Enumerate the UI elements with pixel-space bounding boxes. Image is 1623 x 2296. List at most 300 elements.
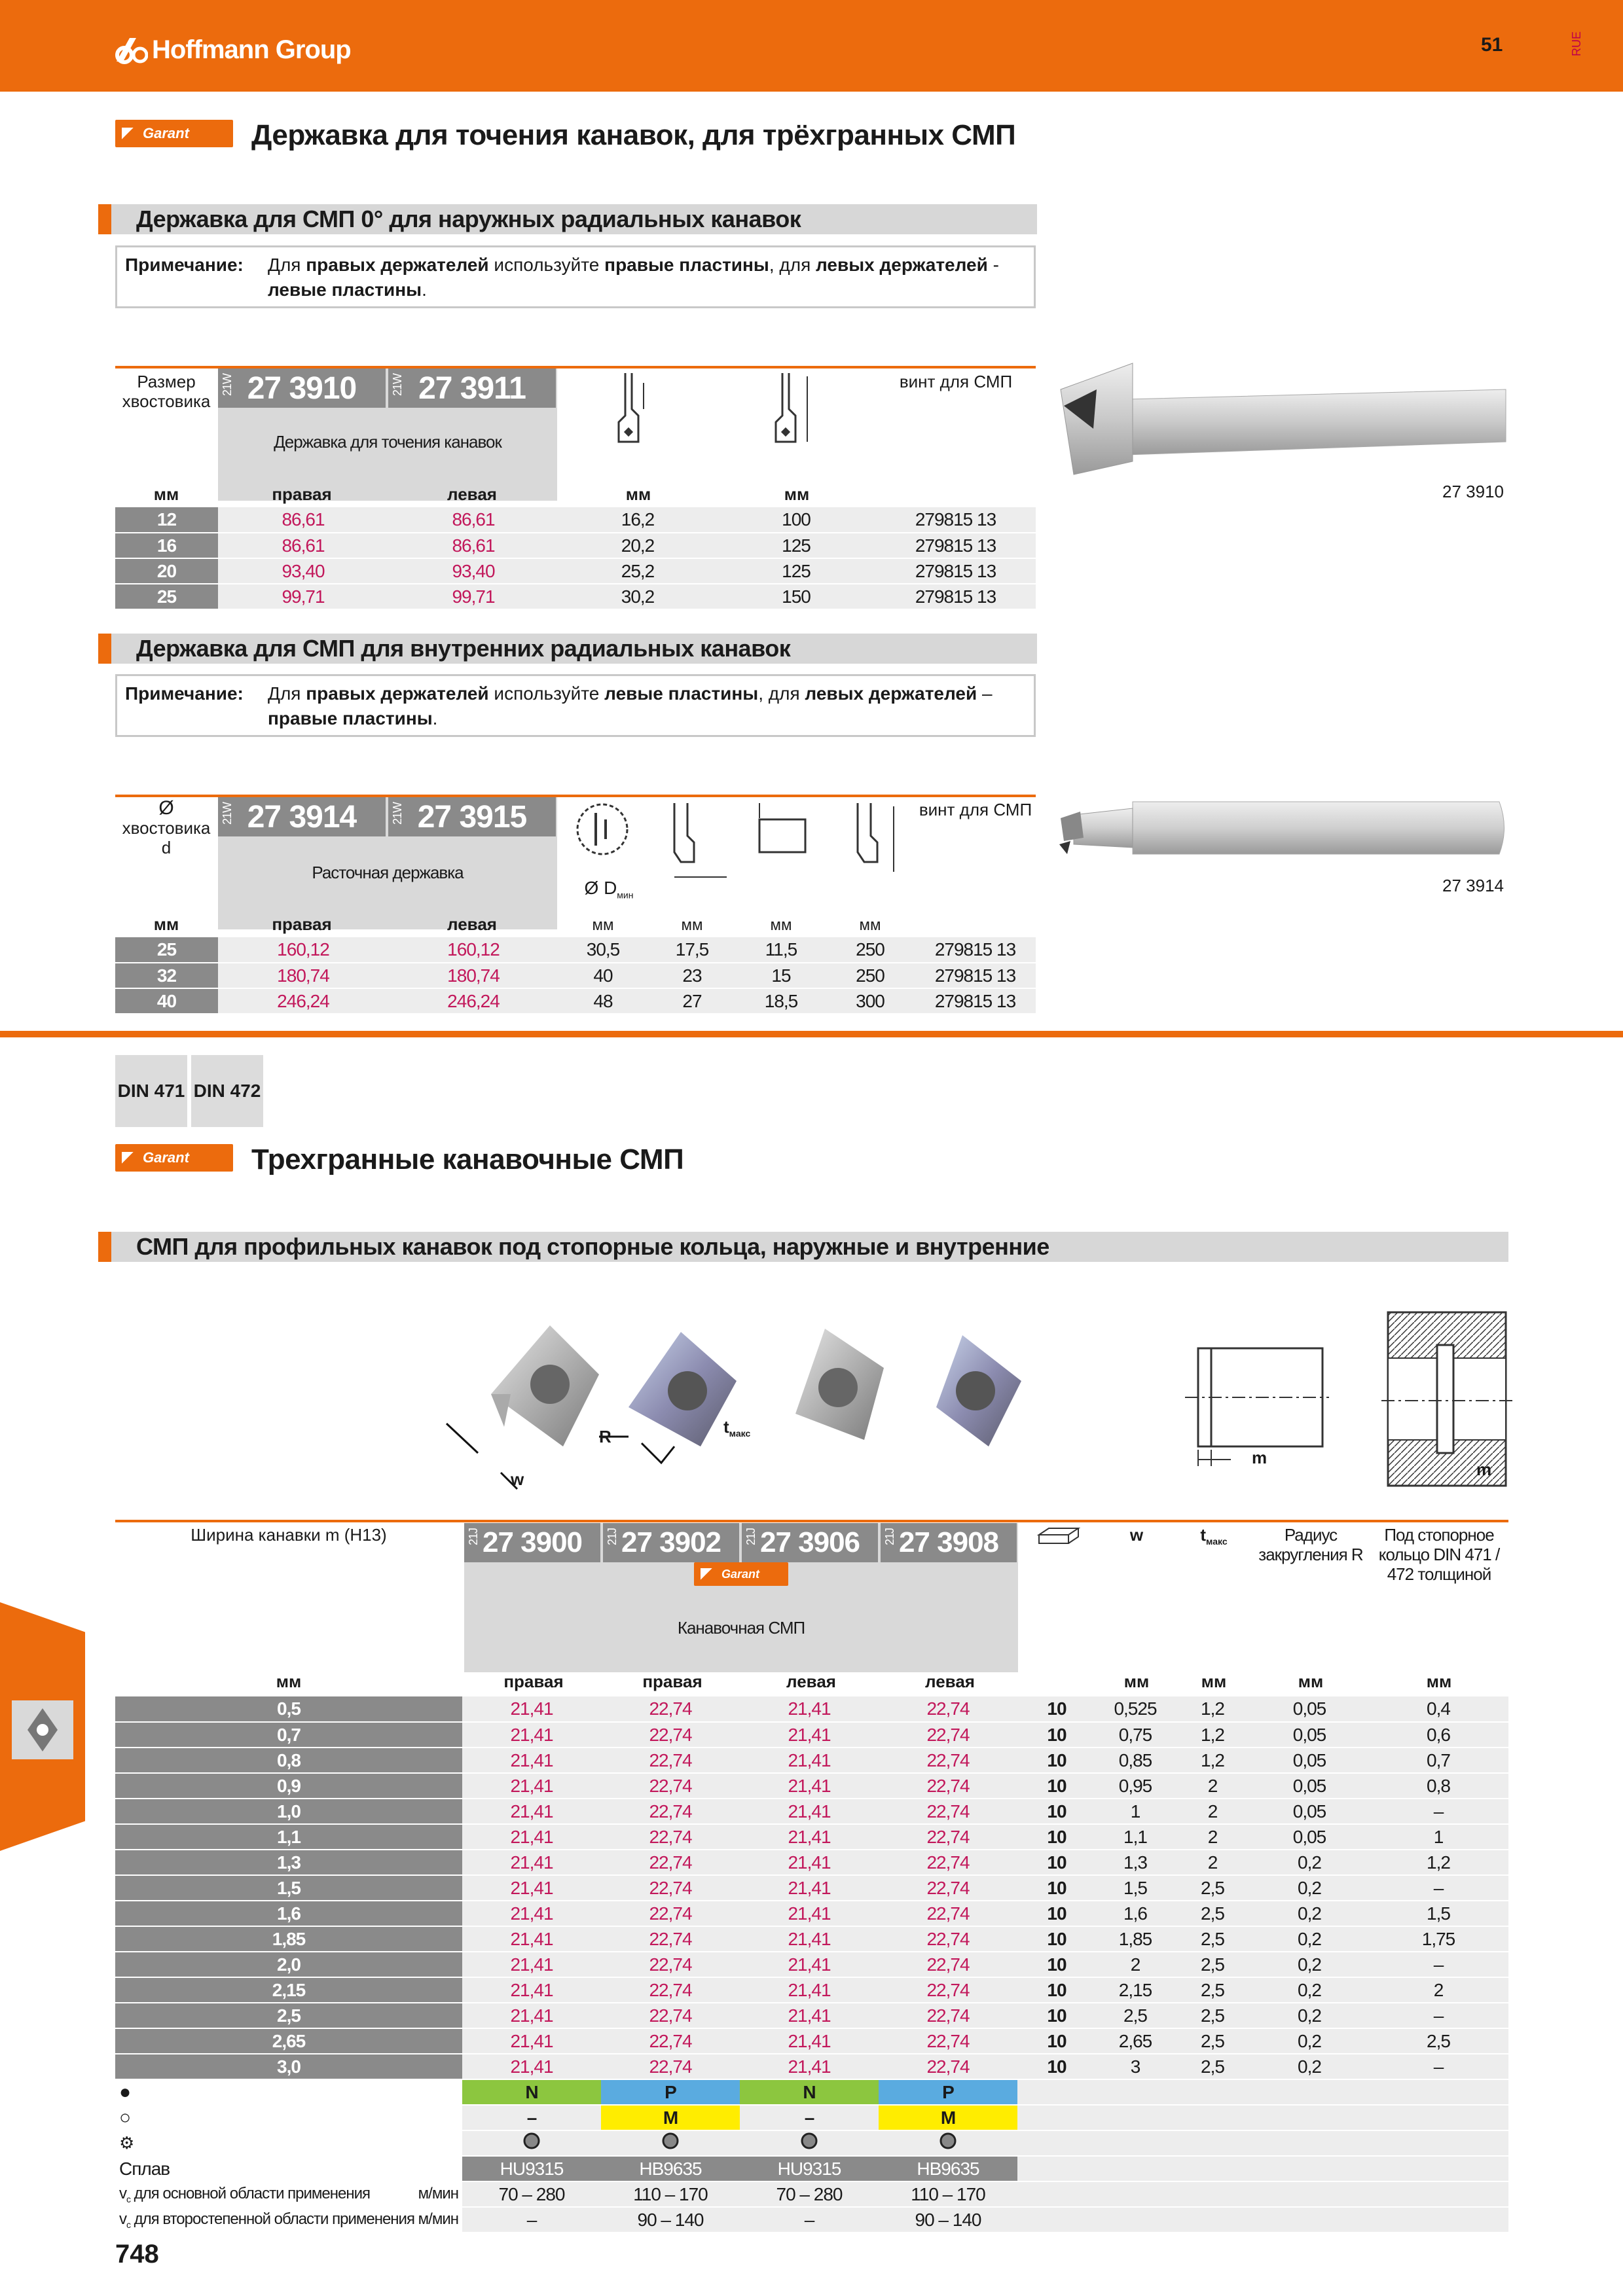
label-t-max: $t_{макс}$ — [723, 1417, 751, 1439]
ring-thickness: 1,5 — [1368, 1901, 1508, 1926]
shank-diameter: 25 — [115, 937, 218, 963]
price-4: 22,74 — [879, 1952, 1017, 1977]
vc-main-2: 110 – 170 — [601, 2181, 740, 2207]
price-4: 22,74 — [879, 2003, 1017, 2028]
ring-thickness: 0,6 — [1368, 1722, 1508, 1748]
price-2: 22,74 — [601, 1748, 740, 1773]
table-row — [115, 1722, 1508, 1748]
w-value: 1,85 — [1096, 1926, 1175, 1952]
price-3: 21,41 — [740, 1799, 879, 1824]
price-3: 21,41 — [740, 1977, 879, 2003]
shank-size: 20 — [115, 558, 218, 584]
table-row — [115, 1773, 1508, 1799]
article-273911[interactable]: 21W 27 3911 — [388, 368, 556, 408]
ring-thickness: 1 — [1368, 1824, 1508, 1850]
dimension-d: 300 — [826, 988, 915, 1014]
empty-cell — [1368, 2105, 1508, 2130]
label-w: w — [511, 1469, 524, 1489]
empty-cell — [1096, 2130, 1175, 2156]
price-1: 21,41 — [462, 1696, 601, 1722]
holder-image-273914 — [1048, 789, 1512, 874]
t-max: 1,2 — [1175, 1722, 1250, 1748]
garant-badge-label: Garant — [721, 1567, 760, 1581]
price-1: 21,41 — [462, 1977, 601, 2003]
table-top-line — [115, 1520, 1508, 1522]
price-left: 86,61 — [388, 507, 558, 533]
label-m-internal: m — [1476, 1460, 1492, 1479]
price-2: 22,74 — [601, 1824, 740, 1850]
price-4: 22,74 — [879, 1875, 1017, 1901]
price-3: 21,41 — [740, 2054, 879, 2079]
price-4: 22,74 — [879, 1824, 1017, 1850]
price-1: 21,41 — [462, 2028, 601, 2054]
unit-mm: мм — [1298, 1672, 1324, 1691]
insert-size: 10 — [1017, 1824, 1096, 1850]
note-label: Примечание: — [125, 255, 244, 275]
empty-cell — [1250, 2181, 1368, 2207]
col-header-ring: Под стопорное кольцо DIN 471 / 472 толщиной — [1378, 1525, 1500, 1584]
dimension-a-icon — [612, 370, 665, 448]
screw-article: 279815 13 — [875, 584, 1036, 609]
w-value: 2,15 — [1096, 1977, 1175, 2003]
price-2: 22,74 — [601, 1952, 740, 1977]
secondary-use-4: M — [879, 2105, 1017, 2130]
groove-width: 0,5 — [115, 1696, 462, 1722]
price-left: 160,12 — [388, 937, 558, 963]
w-value: 1 — [1096, 1799, 1175, 1824]
col-header-w: w — [1129, 1525, 1144, 1545]
empty-cell — [1096, 2156, 1175, 2181]
min-bore: 40 — [558, 963, 647, 988]
price-3: 21,41 — [740, 2003, 879, 2028]
col-header-shank: хвостовика d — [122, 818, 211, 857]
groove-width: 1,3 — [115, 1850, 462, 1875]
empty-cell — [1096, 2105, 1175, 2130]
note-label: Примечание: — [125, 683, 244, 704]
table-row — [115, 2054, 1508, 2079]
price-2: 22,74 — [601, 1901, 740, 1926]
alloy-3: HU9315 — [740, 2156, 879, 2181]
table-row — [115, 1850, 1508, 1875]
insert-273906-image — [795, 1329, 884, 1440]
price-1: 21,41 — [462, 1926, 601, 1952]
t-max: 2,5 — [1175, 1875, 1250, 1901]
dimension-d: 250 — [826, 963, 915, 988]
col-left: левая — [447, 914, 497, 934]
section-bar-external: Державка для СМП 0° для наружных радиальных канавок — [98, 204, 1037, 234]
coating-row — [115, 2130, 1508, 2156]
coating-icon — [462, 2130, 601, 2156]
main-use-label: ● — [115, 2079, 462, 2105]
dimension-b: 100 — [717, 507, 875, 533]
table-row — [115, 1799, 1508, 1824]
w-value: 0,95 — [1096, 1773, 1175, 1799]
image-caption-273914: 27 3914 — [1442, 876, 1504, 895]
section-bar-internal: Державка для СМП для внутренних радиальных канавок — [98, 634, 1037, 664]
language-code: RUE — [1570, 31, 1583, 57]
price-4: 22,74 — [879, 1901, 1017, 1926]
col-header-groove-width: Ширина канавки m (H13) — [191, 1525, 387, 1545]
corner-radius: 0,2 — [1250, 2028, 1368, 2054]
t-max: 2 — [1175, 1850, 1250, 1875]
dimension-c: 18,5 — [737, 988, 826, 1014]
screw-article: 279815 13 — [875, 533, 1036, 558]
price-1: 21,41 — [462, 1952, 601, 1977]
t-max: 2,5 — [1175, 1952, 1250, 1977]
vc-main-3: 70 – 280 — [740, 2181, 879, 2207]
article-273906[interactable]: 21J 27 3906 — [742, 1523, 878, 1562]
empty-cell — [1017, 2207, 1096, 2233]
w-value: 1,5 — [1096, 1875, 1175, 1901]
shank-diameter: 40 — [115, 988, 218, 1014]
insert-size: 10 — [1017, 1722, 1096, 1748]
price-left: 93,40 — [388, 558, 558, 584]
insert-size: 10 — [1017, 1875, 1096, 1901]
article-273900[interactable]: 21J 27 3900 — [464, 1523, 600, 1562]
corner-radius: 0,2 — [1250, 2054, 1368, 2079]
price-3: 21,41 — [740, 1773, 879, 1799]
groove-width: 0,9 — [115, 1773, 462, 1799]
t-max: 2 — [1175, 1824, 1250, 1850]
dimension-b: 125 — [717, 558, 875, 584]
empty-cell — [1017, 2105, 1096, 2130]
coating-label: ⚙ — [115, 2130, 462, 2156]
price-2: 22,74 — [601, 2003, 740, 2028]
price-left: 99,71 — [388, 584, 558, 609]
note-text: Для правых держателей используйте правые пластины, для левых держателей - левые пластины. — [268, 255, 999, 300]
holder-image-273910 — [1048, 350, 1512, 481]
empty-cell — [1175, 2130, 1250, 2156]
empty-cell — [1175, 2181, 1250, 2207]
page-number-top: 51 — [1481, 34, 1503, 56]
dimension-c: 11,5 — [737, 937, 826, 963]
insert-273902-image — [629, 1332, 737, 1446]
t-max: 2 — [1175, 1799, 1250, 1824]
price-3: 21,41 — [740, 1952, 879, 1977]
section-bar-inserts: СМП для профильных канавок под стопорные кольца, наружные и внутренние — [98, 1232, 1508, 1262]
insert-size: 10 — [1017, 2003, 1096, 2028]
insert-273900-image — [491, 1325, 599, 1446]
price-3: 21,41 — [740, 1926, 879, 1952]
page-number: 748 — [115, 2240, 159, 2269]
col-side-3: левая — [786, 1672, 836, 1691]
unit-mm: мм — [770, 916, 792, 934]
screw-article: 279815 13 — [875, 507, 1036, 533]
coating-icon — [800, 2132, 818, 2150]
ring-thickness: – — [1368, 1875, 1508, 1901]
col-header-screw: винт для СМП — [919, 800, 1032, 819]
table-row — [115, 1901, 1508, 1926]
price-2: 22,74 — [601, 1977, 740, 2003]
t-max: 2,5 — [1175, 2003, 1250, 2028]
corner-radius: 0,2 — [1250, 1977, 1368, 2003]
t-max: 2 — [1175, 1773, 1250, 1799]
col-header-radius: Радиус закругления R — [1258, 1525, 1363, 1564]
price-right: 86,61 — [218, 533, 388, 558]
external-ring-diagram — [1165, 1335, 1336, 1473]
price-2: 22,74 — [601, 2054, 740, 2079]
col-header-size: Размер хвостовика — [122, 372, 211, 411]
price-right: 93,40 — [218, 558, 388, 584]
w-value: 0,525 — [1096, 1696, 1175, 1722]
ring-thickness: – — [1368, 2003, 1508, 2028]
unit-mm: мм — [859, 916, 881, 934]
corner-radius: 0,05 — [1250, 1799, 1368, 1824]
w-value: 0,85 — [1096, 1748, 1175, 1773]
price-3: 21,41 — [740, 1722, 879, 1748]
corner-radius: 0,2 — [1250, 1952, 1368, 1977]
unit-mm: мм — [681, 916, 703, 934]
table-row — [115, 1696, 1508, 1722]
corner-radius: 0,2 — [1250, 1850, 1368, 1875]
price-4: 22,74 — [879, 2028, 1017, 2054]
table-row — [115, 1977, 1508, 2003]
brand-logo — [115, 31, 351, 68]
dimension-c: 15 — [737, 963, 826, 988]
ring-thickness: 0,7 — [1368, 1748, 1508, 1773]
price-1: 21,41 — [462, 1901, 601, 1926]
note-text: Для правых держателей используйте левые пластины, для левых держателей – правые пластины. — [268, 683, 993, 728]
empty-cell — [1250, 2079, 1368, 2105]
secondary-use-3: – — [740, 2105, 879, 2130]
empty-cell — [1017, 2079, 1096, 2105]
unit-mm: мм — [1201, 1672, 1227, 1691]
main-use-1: N — [462, 2079, 601, 2105]
price-3: 21,41 — [740, 1901, 879, 1926]
unit-mm: мм — [153, 484, 179, 504]
empty-cell — [1368, 2079, 1508, 2105]
col-right: правая — [272, 914, 332, 934]
unit-mm: мм — [784, 484, 810, 504]
price-2: 22,74 — [601, 1926, 740, 1952]
empty-cell — [1250, 2130, 1368, 2156]
coating-icon — [879, 2130, 1017, 2156]
coating-icon — [939, 2132, 957, 2150]
price-2: 22,74 — [601, 1696, 740, 1722]
price-2: 22,74 — [601, 2028, 740, 2054]
main-use — [115, 2079, 1508, 2105]
price-right: 160,12 — [218, 937, 388, 963]
insert-size: 10 — [1017, 1850, 1096, 1875]
table-row — [115, 937, 1036, 963]
empty-cell — [1250, 2105, 1368, 2130]
dimension-b: 17,5 — [647, 937, 737, 963]
col-header-screw: винт для СМП — [899, 372, 1013, 391]
insert-size: 10 — [1017, 1977, 1096, 2003]
main-use-4: P — [879, 2079, 1017, 2105]
price-4: 22,74 — [879, 2054, 1017, 2079]
ring-thickness: – — [1368, 1799, 1508, 1824]
corner-radius: 0,2 — [1250, 1901, 1368, 1926]
ring-thickness: 0,4 — [1368, 1696, 1508, 1722]
price-2: 22,74 — [601, 1875, 740, 1901]
empty-cell — [1017, 2181, 1096, 2207]
ring-thickness: 2 — [1368, 1977, 1508, 2003]
groove-width: 3,0 — [115, 2054, 462, 2079]
groove-width: 0,7 — [115, 1722, 462, 1748]
col-header-tmax: $t_{макс}$ — [1200, 1525, 1228, 1547]
coating-icon — [522, 2132, 541, 2150]
diameter-symbol: Ø — [158, 797, 174, 819]
article-273914[interactable]: 21W 27 3914 — [218, 797, 386, 836]
secondary-use-label: ○ — [115, 2105, 462, 2130]
screw-article: 279815 13 — [875, 558, 1036, 584]
table-external-holders — [115, 507, 1036, 610]
unit-mm: мм — [592, 916, 614, 934]
empty-cell — [1368, 2130, 1508, 2156]
w-value: 2,65 — [1096, 2028, 1175, 2054]
empty-cell — [1017, 2130, 1096, 2156]
dimension-b: 27 — [647, 988, 737, 1014]
w-value: 0,75 — [1096, 1722, 1175, 1748]
empty-cell — [1096, 2207, 1175, 2233]
hoffmann-logo-icon — [115, 35, 148, 64]
empty-cell — [1250, 2156, 1368, 2181]
insert-size: 10 — [1017, 2054, 1096, 2079]
empty-cell — [1368, 2181, 1508, 2207]
groove-width: 2,5 — [115, 2003, 462, 2028]
table-row — [115, 963, 1036, 988]
insert-size: 10 — [1017, 1748, 1096, 1773]
screw-article: 279815 13 — [915, 988, 1036, 1014]
t-max: 1,2 — [1175, 1748, 1250, 1773]
article-273910[interactable]: 21W 27 3910 — [218, 368, 386, 408]
ring-thickness: – — [1368, 1952, 1508, 1977]
table-inserts — [115, 1696, 1508, 2233]
vc-secondary-4: 90 – 140 — [879, 2207, 1017, 2233]
article-273902[interactable]: 21J 27 3902 — [603, 1523, 739, 1562]
unit-mm: мм — [276, 1672, 302, 1691]
empty-cell — [1250, 2207, 1368, 2233]
col-side-1: правая — [503, 1672, 564, 1691]
corner-radius: 0,05 — [1250, 1722, 1368, 1748]
secondary-use-2: M — [601, 2105, 740, 2130]
shank-size: 25 — [115, 584, 218, 609]
price-3: 21,41 — [740, 1850, 879, 1875]
empty-cell — [1096, 2181, 1175, 2207]
garant-badge-small — [694, 1562, 788, 1586]
groove-width: 1,5 — [115, 1875, 462, 1901]
groove-width: 1,85 — [115, 1926, 462, 1952]
price-1: 21,41 — [462, 1824, 601, 1850]
vc-secondary-2: 90 – 140 — [601, 2207, 740, 2233]
corner-radius: 0,05 — [1250, 1696, 1368, 1722]
alloy-label: Сплав — [115, 2156, 462, 2181]
price-4: 22,74 — [879, 1722, 1017, 1748]
unit-mm: мм — [1123, 1672, 1150, 1691]
internal-ring-diagram — [1381, 1309, 1512, 1492]
table-row — [115, 1952, 1508, 1977]
boring-desc: Расточная державка — [312, 863, 464, 882]
col-right: правая — [272, 484, 332, 504]
price-1: 21,41 — [462, 1799, 601, 1824]
table-row — [115, 2028, 1508, 2054]
dimension-d: 250 — [826, 937, 915, 963]
t-max: 2,5 — [1175, 2054, 1250, 2079]
corner-radius: 0,2 — [1250, 1875, 1368, 1901]
groove-width: 0,8 — [115, 1748, 462, 1773]
min-bore: 48 — [558, 988, 647, 1014]
price-left: 180,74 — [388, 963, 558, 988]
screw-article: 279815 13 — [915, 937, 1036, 963]
screw-article: 279815 13 — [915, 963, 1036, 988]
corner-radius: 0,05 — [1250, 1748, 1368, 1773]
alloy-4: HB9635 — [879, 2156, 1017, 2181]
empty-cell — [1175, 2079, 1250, 2105]
article-273908[interactable]: 21J 27 3908 — [881, 1523, 1017, 1562]
price-right: 246,24 — [218, 988, 388, 1014]
price-4: 22,74 — [879, 1850, 1017, 1875]
ring-thickness: 1,2 — [1368, 1850, 1508, 1875]
price-2: 22,74 — [601, 1773, 740, 1799]
groove-width: 2,15 — [115, 1977, 462, 2003]
note-external — [115, 245, 1036, 308]
insert-size: 10 — [1017, 1926, 1096, 1952]
dimension-b-icon — [769, 370, 822, 448]
price-4: 22,74 — [879, 1748, 1017, 1773]
price-1: 21,41 — [462, 2054, 601, 2079]
w-value: 1,1 — [1096, 1824, 1175, 1850]
article-273915[interactable]: 21W 27 3915 — [388, 797, 556, 836]
unit-mm: мм — [1426, 1672, 1452, 1691]
section-title-holders: Державка для точения канавок, для трёхгранных СМП — [251, 119, 1016, 151]
price-3: 21,41 — [740, 1748, 879, 1773]
alloy-2: HB9635 — [601, 2156, 740, 2181]
table-row — [115, 1824, 1508, 1850]
table-row — [115, 2003, 1508, 2028]
shank-size: 12 — [115, 507, 218, 533]
table-row — [115, 1748, 1508, 1773]
insert-size: 10 — [1017, 2028, 1096, 2054]
dimension-a: 20,2 — [558, 533, 717, 558]
t-max: 1,2 — [1175, 1696, 1250, 1722]
garant-badge-label: Garant — [143, 1149, 189, 1166]
label-m: m — [1252, 1448, 1267, 1467]
corner-radius: 0,05 — [1250, 1824, 1368, 1850]
empty-cell — [1096, 2079, 1175, 2105]
dimension-b: 125 — [717, 533, 875, 558]
table-row — [115, 584, 1036, 609]
price-1: 21,41 — [462, 2003, 601, 2028]
image-caption-273910: 27 3910 — [1442, 482, 1504, 501]
price-2: 22,74 — [601, 1850, 740, 1875]
alloy-row — [115, 2156, 1508, 2181]
t-max: 2,5 — [1175, 1926, 1250, 1952]
main-use-2: P — [601, 2079, 740, 2105]
dimension-c-icon — [753, 800, 825, 885]
t-max: 2,5 — [1175, 2028, 1250, 2054]
corner-radius: 0,05 — [1250, 1773, 1368, 1799]
insert-size: 10 — [1017, 1952, 1096, 1977]
ring-thickness: 1,75 — [1368, 1926, 1508, 1952]
dimension-a: 16,2 — [558, 507, 717, 533]
insert-size: 10 — [1017, 1773, 1096, 1799]
vc-main-1: 70 – 280 — [462, 2181, 601, 2207]
vc-secondary — [115, 2207, 1508, 2233]
price-right: 86,61 — [218, 507, 388, 533]
price-3: 21,41 — [740, 2028, 879, 2054]
price-3: 21,41 — [740, 1696, 879, 1722]
price-1: 21,41 — [462, 1875, 601, 1901]
empty-cell — [1368, 2156, 1508, 2181]
price-4: 22,74 — [879, 1799, 1017, 1824]
insert-273908-image — [936, 1335, 1021, 1446]
secondary-use — [115, 2105, 1508, 2130]
table-row — [115, 1875, 1508, 1901]
vc-secondary-3: – — [740, 2207, 879, 2233]
col-side-2: правая — [642, 1672, 702, 1691]
price-4: 22,74 — [879, 1773, 1017, 1799]
